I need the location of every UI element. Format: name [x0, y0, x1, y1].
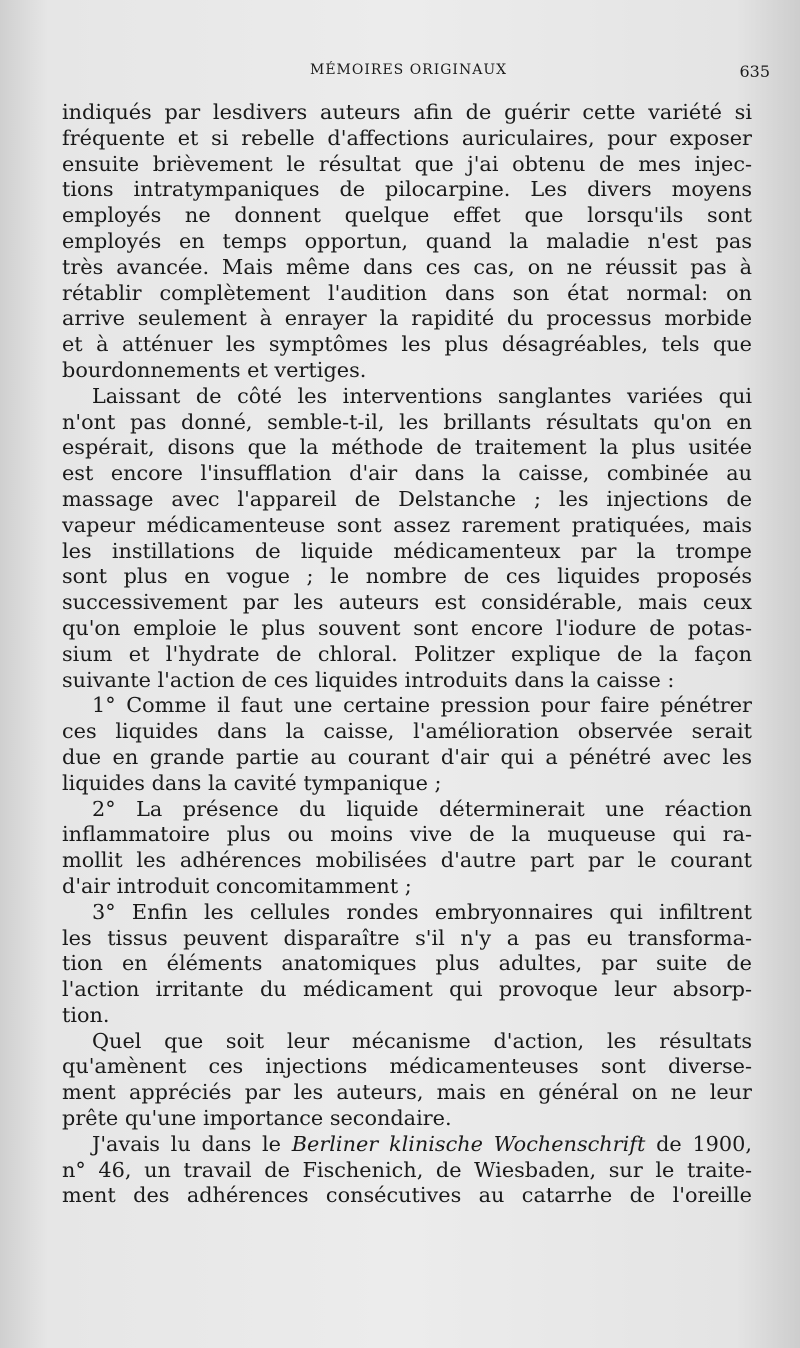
text-line: arrive seulement à enrayer la rapidité du processus morbide [62, 306, 752, 331]
text-line: mollit les adhérences mobilisées d'autre part par le courant [62, 848, 752, 873]
text-line: 2° La présence du liquide déterminerait une réaction [92, 796, 752, 821]
text-line: Quel que soit leur mécanisme d'action, les résultats [92, 1028, 752, 1053]
text-line: massage avec l'appareil de Delstanche ; les injections de [62, 486, 752, 511]
text-line: suivante l'action de ces liquides introduits dans la caisse : [62, 667, 675, 692]
text-line: tion en éléments anatomiques plus adultes, par suite de [62, 951, 752, 976]
text-line: espérait, disons que la méthode de traitement la plus usitée [62, 435, 752, 460]
running-head: MÉMOIRES ORIGINAUX [310, 62, 508, 78]
text-line: bourdonnements et vertiges. [62, 357, 367, 382]
text-line: les tissus peuvent disparaître s'il n'y a pas eu transforma- [62, 925, 752, 950]
text-line: très avancée. Mais même dans ces cas, on ne réussit pas à [62, 254, 752, 279]
text-line: l'action irritante du médicament qui provoque leur absorp- [62, 977, 752, 1002]
text-line: est encore l'insufflation d'air dans la caisse, combinée au [62, 461, 752, 486]
text-line: fréquente et si rebelle d'affections auriculaires, pour exposer [62, 125, 752, 150]
text-line: employés en temps opportun, quand la maladie n'est pas [62, 228, 752, 253]
text-line: successivement par les auteurs est considérable, mais ceux [62, 590, 752, 615]
text-line: due en grande partie au courant d'air qui a pénétré avec les [62, 744, 752, 769]
text-line: et à atténuer les symptômes les plus désagréables, tels que [62, 332, 752, 357]
text-line: 1° Comme il faut une certaine pression pour faire pénétrer [92, 693, 752, 718]
text-line: les instillations de liquide médicamenteux par la trompe [62, 538, 752, 563]
text-line: tion. [62, 1002, 110, 1027]
text-line: indiqués par lesdivers auteurs afin de guérir cette variété si [62, 100, 752, 124]
text-span: J'avais lu dans le [92, 1131, 292, 1156]
text-line: qu'amènent ces injections médicamenteuses sont diverse- [62, 1054, 752, 1079]
text-line: Laissant de côté les interventions sanglantes variées qui [92, 383, 752, 408]
text-line: rétablir complètement l'audition dans son état normal: on [62, 280, 752, 305]
text-line: ment appréciés par les auteurs, mais en général on ne leur [62, 1080, 752, 1105]
text-line: n° 46, un travail de Fischenich, de Wiesbaden, sur le traite- [62, 1157, 752, 1182]
body-text [62, 100, 752, 1209]
text-line: vapeur médicamenteuse sont assez rarement pratiquées, mais [62, 512, 752, 537]
text-line: d'air introduit concomitamment ; [62, 873, 412, 898]
text-line: ensuite brièvement le résultat que j'ai obtenu de mes injec- [62, 151, 752, 176]
text-line: n'ont pas donné, semble-t-il, les brillants résultats qu'on en [62, 409, 752, 434]
journal-title: Berliner klinische Wochenschrift [291, 1131, 646, 1156]
text-line [62, 1132, 752, 1158]
text-line: tions intratympaniques de pilocarpine. Les divers moyens [62, 177, 752, 202]
text-line: qu'on emploie le plus souvent sont encore l'iodure de potas- [62, 615, 752, 640]
text-line: liquides dans la cavité tympanique ; [62, 770, 442, 795]
text-line: ces liquides dans la caisse, l'amélioration observée serait [62, 719, 752, 744]
text-line: sium et l'hydrate de chloral. Politzer explique de la façon [62, 641, 752, 666]
text-line: inflammatoire plus ou moins vive de la muqueuse qui ra- [62, 822, 752, 847]
text-line: ment des adhérences consécutives au catarrhe de l'oreille [62, 1183, 752, 1208]
page-header [60, 62, 770, 86]
text-line: 3° Enfin les cellules rondes embryonnaires qui infiltrent [92, 899, 752, 924]
text-line: prête qu'une importance secondaire. [62, 1106, 452, 1131]
text-line: sont plus en vogue ; le nombre de ces liquides proposés [62, 564, 752, 589]
page-number: 635 [739, 62, 770, 81]
text-line: employés ne donnent quelque effet que lorsqu'ils sont [62, 203, 752, 228]
text-span: de 1900, [645, 1131, 752, 1156]
